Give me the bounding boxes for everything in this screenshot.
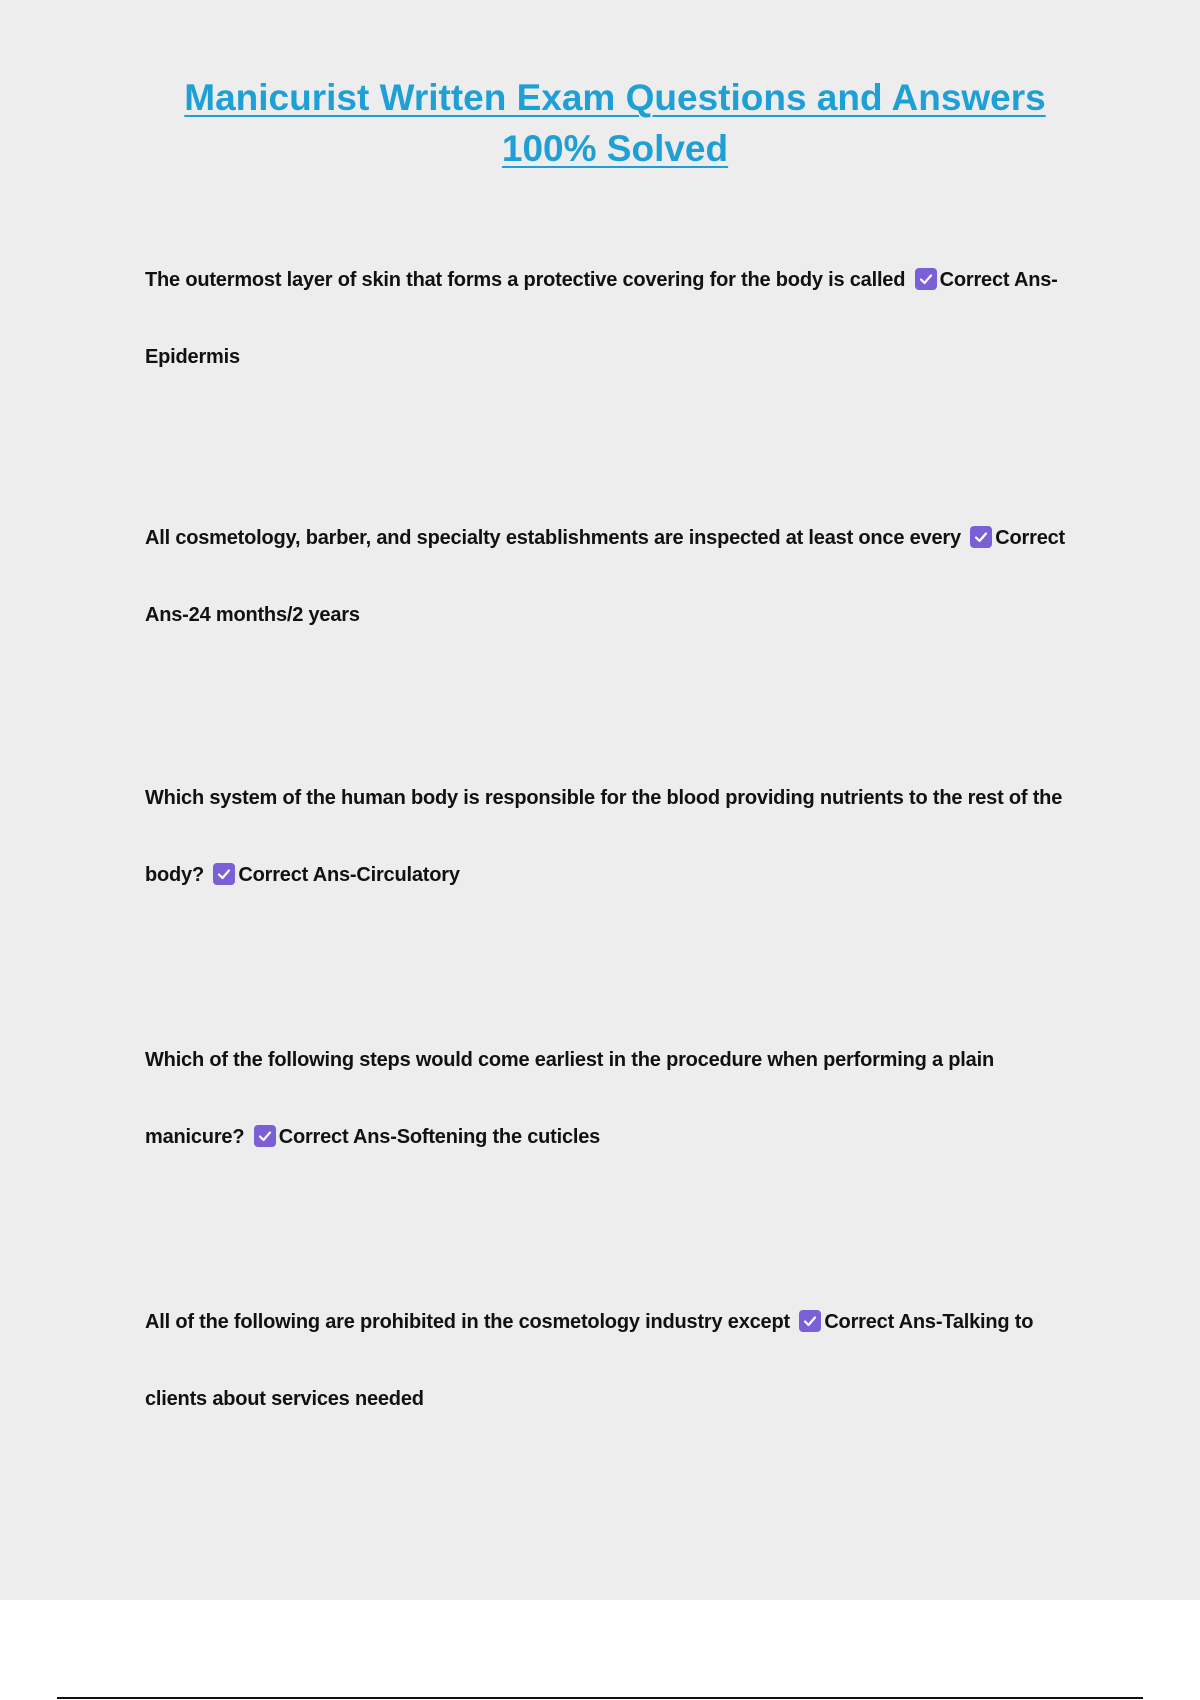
question-text: Which system of the human body is responsible for the blood providing nutrients to the rest of the body?	[145, 787, 1063, 886]
answer-text: Epidermis	[145, 346, 240, 368]
qa-item	[145, 500, 1090, 654]
answer-prefix: Correct Ans-	[824, 1311, 943, 1333]
question-text: The outermost layer of skin that forms a protective covering for the body is called	[145, 269, 906, 291]
question-text: Which of the following steps would come earliest in the procedure when performing a plain manicure?	[145, 1049, 994, 1148]
qa-item	[145, 1284, 1090, 1438]
footer-divider	[57, 1697, 1143, 1699]
checkbox-checked-icon	[213, 863, 235, 885]
qa-item	[145, 760, 1090, 914]
answer-prefix: Correct Ans-	[238, 864, 357, 886]
answer-prefix: Correct Ans-	[939, 269, 1058, 291]
question-text: All of the following are prohibited in the cosmetology industry except	[145, 1311, 790, 1333]
document-title: Manicurist Written Exam Questions and Answers 100% Solved	[184, 77, 1046, 169]
checkbox-checked-icon	[915, 268, 937, 290]
answer-text: 24 months/2 years	[188, 604, 360, 626]
answer-text: Softening the cuticles	[396, 1126, 601, 1148]
checkbox-checked-icon	[970, 526, 992, 548]
question-text: All cosmetology, barber, and specialty establishments are inspected at least once every	[145, 527, 961, 549]
answer-text: Circulatory	[356, 864, 460, 886]
qa-item	[145, 1022, 1090, 1176]
checkbox-checked-icon	[799, 1310, 821, 1332]
answer-prefix: Correct Ans-	[145, 527, 1065, 626]
answer-text: Talking to clients about services needed	[145, 1311, 1034, 1410]
checkbox-checked-icon	[254, 1125, 276, 1147]
qa-item	[145, 242, 1090, 396]
answer-prefix: Correct Ans-	[278, 1126, 397, 1148]
